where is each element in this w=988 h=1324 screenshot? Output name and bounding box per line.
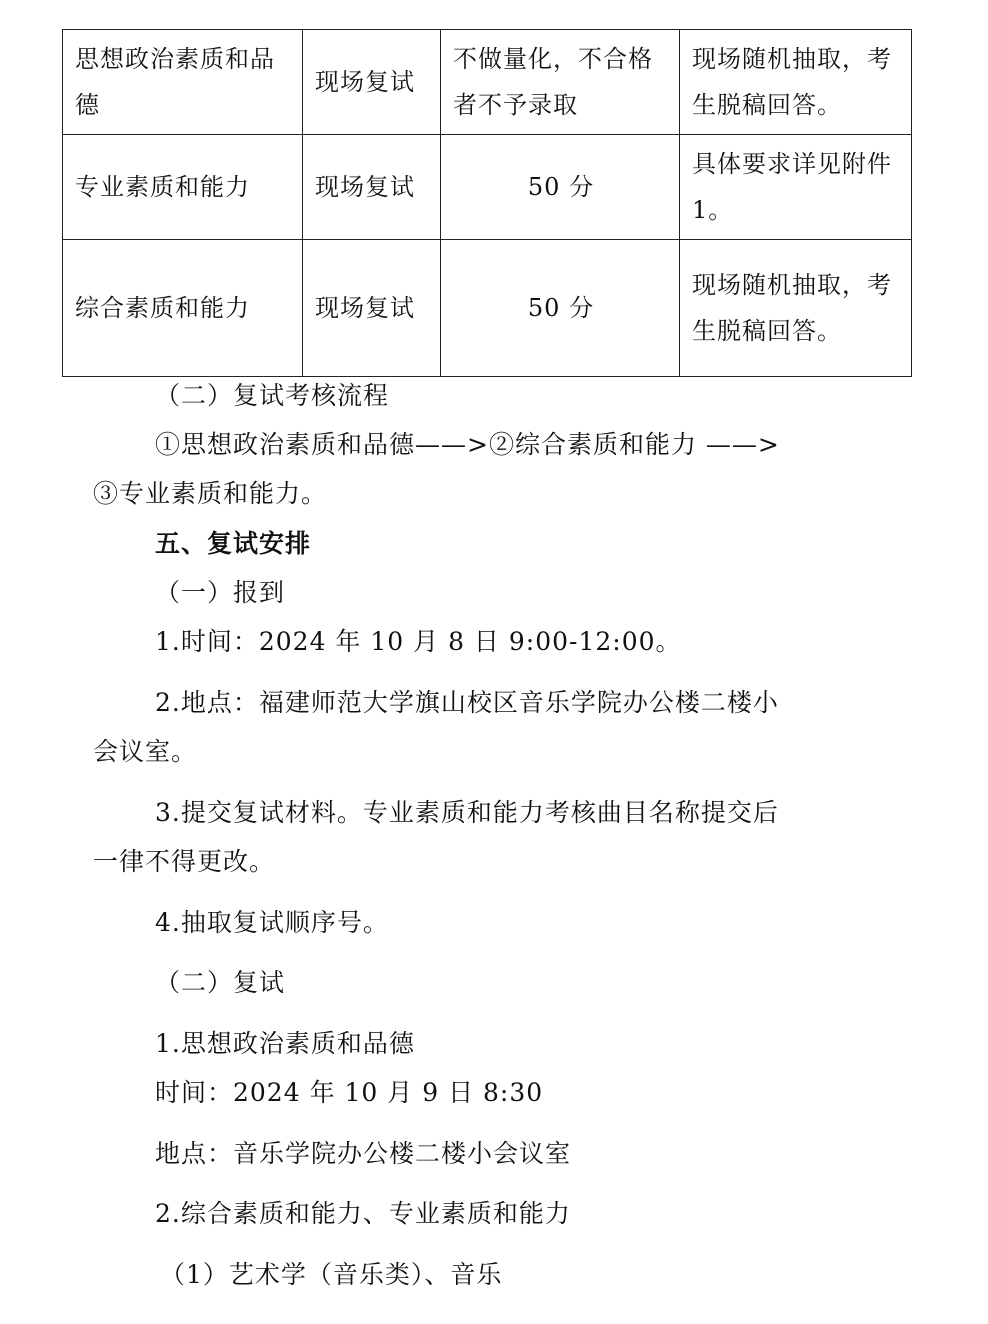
table-cell-note: 现场随机抽取，考生脱稿回答。 [680, 30, 912, 135]
retest-item-2: 2.综合素质和能力、专业素质和能力 [155, 1199, 571, 1228]
report-materials-line-2: 一律不得更改。 [93, 847, 276, 876]
retest-sub-item-1: （1）艺术学（音乐类）、音乐 [160, 1260, 503, 1289]
table-cell-score: 50 分 [441, 240, 680, 377]
assessment-table [62, 29, 912, 377]
retest-time: 时间：2024 年 10 月 9 日 8:30 [155, 1078, 544, 1107]
flow-heading: （二）复试考核流程 [155, 381, 390, 410]
table-row [63, 240, 912, 377]
report-time: 1.时间：2024 年 10 月 8 日 9:00-12:00。 [155, 627, 682, 656]
retest-item-1: 1.思想政治素质和品德 [155, 1029, 415, 1058]
subheading-report: （一）报到 [155, 578, 286, 607]
table-cell-note: 现场随机抽取，考生脱稿回答。 [680, 240, 912, 377]
table-cell-item: 思想政治素质和品德 [63, 30, 303, 135]
flow-line-1: ①思想政治素质和品德——>②综合素质和能力 ——> [155, 430, 780, 459]
table-cell-note: 具体要求详见附件 1。 [680, 135, 912, 240]
report-place-line-1: 2.地点：福建师范大学旗山校区音乐学院办公楼二楼小 [155, 688, 779, 717]
report-materials-line-1: 3.提交复试材料。专业素质和能力考核曲目名称提交后 [155, 798, 779, 827]
table-row [63, 135, 912, 240]
report-draw-order: 4.抽取复试顺序号。 [155, 908, 389, 937]
table-cell-score: 不做量化，不合格者不予录取 [441, 30, 680, 135]
retest-place: 地点：音乐学院办公楼二楼小会议室 [155, 1139, 572, 1168]
table-row [63, 30, 912, 135]
flow-line-2: ③专业素质和能力。 [93, 479, 328, 508]
table-cell-item: 综合素质和能力 [63, 240, 303, 377]
table-cell-item: 专业素质和能力 [63, 135, 303, 240]
subheading-retest: （二）复试 [155, 968, 286, 997]
table-cell-score: 50 分 [441, 135, 680, 240]
table-cell-method: 现场复试 [303, 135, 441, 240]
table-cell-method: 现场复试 [303, 240, 441, 377]
report-place-line-2: 会议室。 [93, 737, 198, 766]
table-cell-method: 现场复试 [303, 30, 441, 135]
section-heading-arrangement: 五、复试安排 [155, 529, 312, 558]
